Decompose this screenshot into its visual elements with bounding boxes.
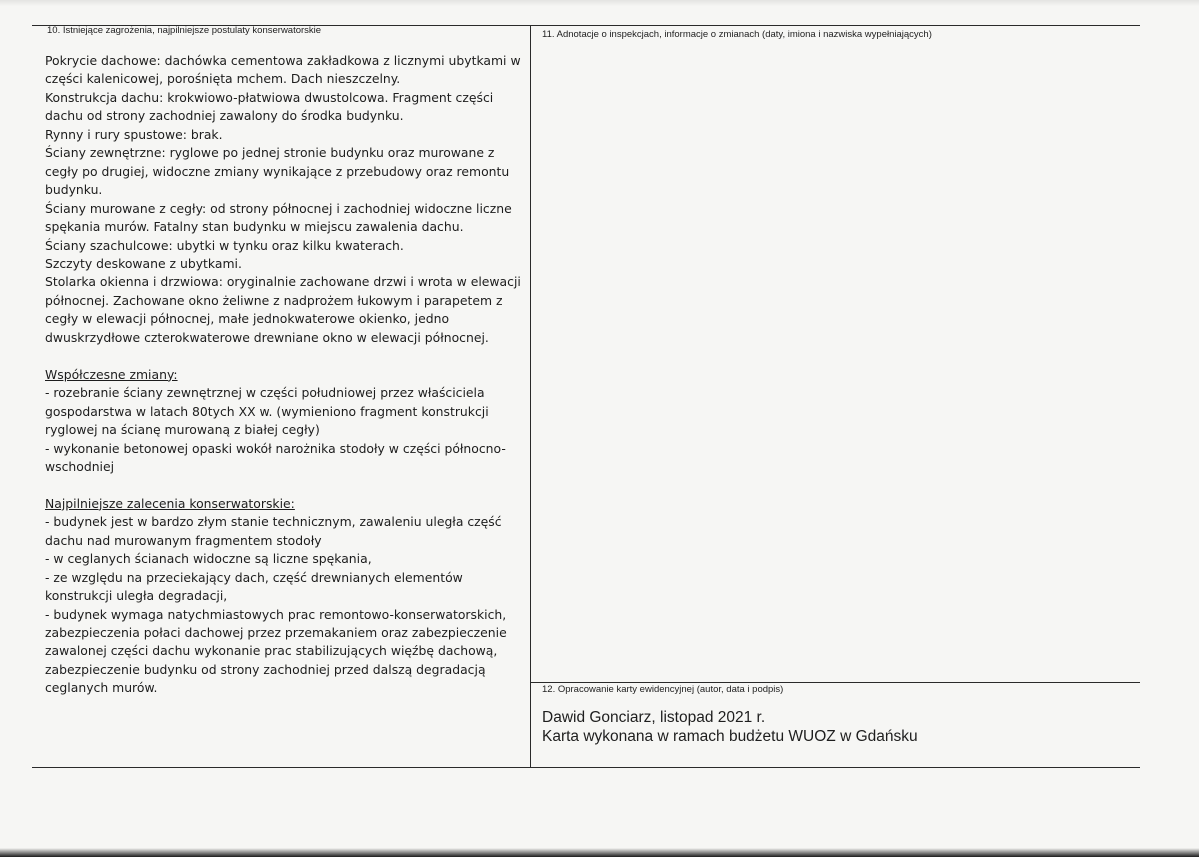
section11-label: 11. Adnotacje o inspekcjach, informacje o zmianach (daty, imiona i nazwiska wypełniających) [542, 29, 932, 40]
changes-heading: Współczesne zmiany: [45, 366, 178, 382]
recommendation-item: - ze względu na przeciekający dach, część drewnianych elementów konstrukcji uległa degradacji, [45, 569, 463, 604]
paragraph-brick-walls: Ściany murowane z cegły: od strony północnej i zachodniej widoczne liczne spękania murów. Fatalny stan budynku w miejscu zawalenia dachu. [45, 200, 512, 235]
spacer [45, 347, 525, 365]
paragraph-wattle-walls: Ściany szachulcowe: ubytki w tynku oraz kilku kwaterach. [45, 237, 404, 253]
paragraph-gables: Szczyty deskowane z ubytkami. [45, 255, 242, 271]
scan-bottom-shadow [0, 848, 1199, 857]
scan-top-shadow [0, 0, 1199, 6]
paragraph-gutters: Rynny i rury spustowe: brak. [45, 126, 223, 142]
paragraph-roof-structure: Konstrukcja dachu: krokwiowo-płatwiowa dwustolcowa. Fragment części dachu od strony zachodniej zawalony do środka budynku. [45, 89, 494, 124]
change-item: - wykonanie betonowej opaski wokół narożnika stodoły w części północno-wschodniej [45, 440, 506, 474]
paragraph-roof-covering: Pokrycie dachowe: dachówka cementowa zakładkowa z licznymi ubytkami w części kalenicowej, porośnięta mchem. Dach nieszczelny. [45, 53, 521, 87]
recommendation-item: - w ceglanych ścianach widoczne są liczne spękania, [45, 551, 372, 567]
column-divider [530, 25, 531, 768]
paragraph-external-walls: Ściany zewnętrzne: ryglowe po jednej stronie budynku oraz murowane z cegły po drugiej, widoczne zmiany wynikające z przebudowy oraz remontu budynku. [45, 145, 510, 198]
section12-label: 12. Opracowanie karty ewidencyjnej (autor, data i podpis) [542, 684, 784, 695]
author-line: Dawid Gonciarz, listopad 2021 r. [542, 709, 766, 726]
bottom-rule [32, 767, 1140, 768]
change-item: - rozebranie ściany zewnętrznej w części południowej przez właściciela gospodarstwa w latach 80tych XX w. (wymieniono fragment konstrukcji ryglowej na ścianę murowaną z białej cegły) [45, 385, 489, 438]
section10-body [45, 52, 525, 698]
recommendation-item: - budynek jest w bardzo złym stanie technicznym, zawaleniu uległa część dachu nad murowanym fragmentem stodoły [45, 514, 502, 548]
author-block [542, 708, 918, 746]
record-card-sheet [32, 25, 1140, 768]
spacer [45, 476, 525, 494]
paragraph-joinery: Stolarka okienna i drzwiowa: oryginalnie zachowane drzwi i wrota w elewacji północnej. Zachowane okno żeliwne z nadprożem łukowym i parapetem z cegły w elewacji północnej, małe jednokwaterowe okienko, jedno dwuskrzydłowe czterokwaterowe drewniane okno w elewacji północnej. [45, 274, 521, 345]
funding-line: Karta wykonana w ramach budżetu WUOZ w Gdańsku [542, 728, 918, 745]
section10-label: 10. Istniejące zagrożenia, najpilniejsze postulaty konserwatorskie [47, 25, 322, 36]
section12-rule [530, 682, 1140, 683]
recommendation-item: - budynek wymaga natychmiastowych prac remontowo-konserwatorskich, zabezpieczenia połaci dachowej przez przemakaniem oraz zabezpieczenie zawalonej części dachu wykonanie prac stabilizujących więźbę dachową, zabezpieczenie budynku od strony zachodniej przed dalszą degradacją ceglanych murów. [45, 606, 507, 696]
recommendations-heading: Najpilniejsze zalecenia konserwatorskie: [45, 495, 295, 511]
